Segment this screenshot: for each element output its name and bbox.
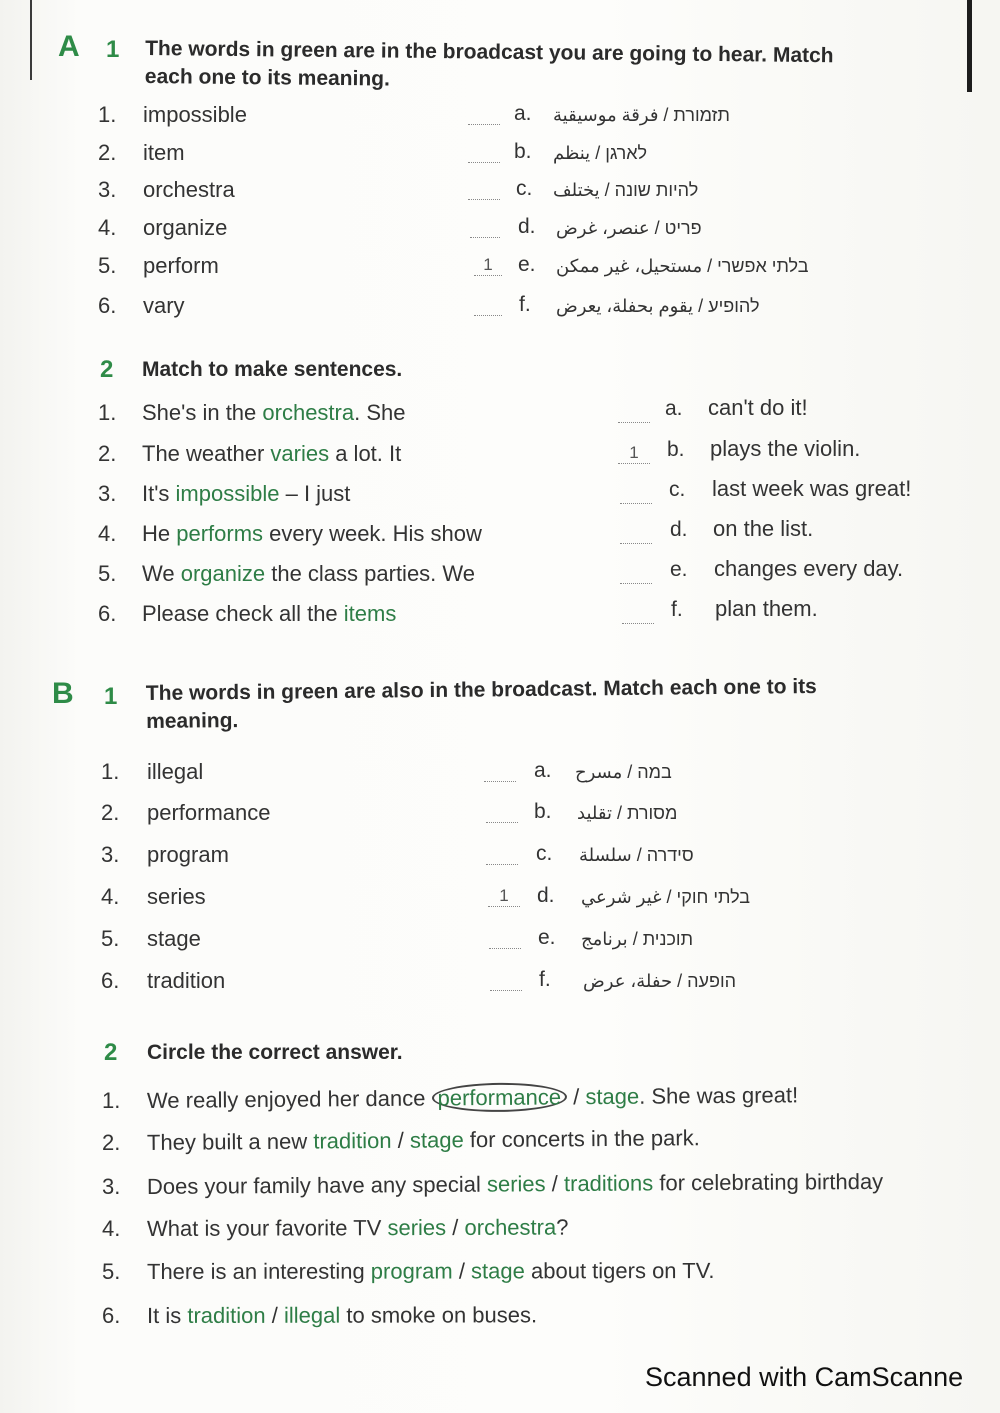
a1-meaning-letter: b.	[514, 140, 532, 163]
a2-answer-blank[interactable]: 1	[618, 443, 650, 464]
a2-ending-letter: f.	[671, 598, 683, 621]
a2-answer-blank[interactable]	[618, 402, 650, 423]
section-b-q2-number: 2	[104, 1039, 118, 1066]
a2-ending-text: on the list.	[713, 516, 814, 541]
b2-sentence	[147, 1169, 883, 1200]
b1-item-word: performance	[147, 800, 271, 825]
b2-option-2[interactable]: traditions	[563, 1170, 654, 1197]
b1-answer-blank[interactable]	[489, 928, 521, 949]
a2-ending-letter: a.	[665, 397, 683, 420]
page-edge-left	[30, 0, 32, 80]
a2-sentence-pre: We	[142, 561, 181, 586]
b2-item-number: 4.	[102, 1216, 121, 1241]
b1-item-number: 2.	[101, 800, 120, 825]
section-b-letter: B	[52, 677, 74, 710]
a2-item-number: 5.	[98, 561, 117, 586]
section-a-q2-number: 2	[100, 356, 114, 383]
a2-answer-blank[interactable]	[622, 603, 654, 624]
b1-meaning-text: מסורת / تقليد	[577, 803, 678, 823]
b1-item-number: 6.	[101, 968, 120, 993]
a1-meaning-letter: c.	[516, 177, 533, 200]
a2-sentence-green-word: varies	[270, 441, 330, 466]
a2-ending-letter: d.	[670, 518, 688, 541]
b1-answer-blank[interactable]: 1	[488, 886, 520, 907]
a2-sentence-post: every week. His show	[263, 521, 482, 546]
b1-item-number: 4.	[101, 884, 120, 909]
section-b-q1-instruction: The words in green are also in the broadcast. Match each one to its meaning.	[145, 674, 817, 733]
section-a-q2-instruction: Match to make sentences.	[142, 358, 403, 381]
section-a-letter: A	[58, 30, 80, 63]
b2-sentence	[147, 1125, 700, 1156]
b1-meaning-letter: e.	[538, 926, 556, 949]
b1-meaning-text: הופעה / حفلة، عرض	[583, 971, 737, 991]
b2-sentence-post: for concerts in the park.	[463, 1125, 700, 1153]
b2-option-separator: /	[545, 1171, 565, 1197]
a2-sentence-start	[142, 441, 401, 467]
b1-meaning-letter: b.	[534, 800, 552, 823]
b1-item-word: program	[147, 842, 229, 867]
a1-meaning-text: להופיע / يقوم بحفلة، يعرض	[556, 296, 760, 316]
a1-answer-blank[interactable]	[468, 179, 500, 200]
b2-option-1[interactable]: tradition	[187, 1302, 266, 1328]
scanner-watermark: Scanned with CamScanne	[645, 1362, 964, 1392]
b2-item-number: 1.	[102, 1088, 121, 1113]
a2-item-number: 1.	[98, 400, 117, 425]
a1-meaning-text: בלתי אפשרי / مستحيل، غير ممكن	[556, 256, 809, 276]
a2-sentence-post: the class parties. We	[265, 561, 476, 586]
a2-sentence-green-word: orchestra	[262, 400, 355, 425]
a2-sentence-green-word: items	[343, 601, 397, 626]
a2-sentence-pre: She's in the	[142, 400, 263, 425]
a1-meaning-letter: f.	[519, 293, 531, 316]
b2-sentence	[147, 1215, 569, 1242]
b2-option-separator: /	[265, 1302, 284, 1328]
b2-option-separator: /	[446, 1214, 465, 1240]
b2-item-number: 2.	[102, 1130, 121, 1155]
a2-ending-letter: e.	[670, 558, 688, 581]
a2-sentence-pre: He	[142, 521, 177, 546]
b1-answer-blank[interactable]	[490, 970, 522, 991]
b2-sentence-post: about tigers on TV.	[524, 1258, 715, 1284]
b1-meaning-text: סידרה / سلسلة	[579, 845, 694, 865]
a1-meaning-text: לארגן / ينظم	[553, 143, 648, 163]
b1-item-word: tradition	[147, 968, 226, 993]
b1-meaning-text: במה / مسرح	[575, 762, 672, 782]
b2-sentence-post: to smoke on buses.	[340, 1302, 538, 1328]
b2-sentence-pre: There is an interesting	[146, 1258, 371, 1284]
a1-meaning-letter: a.	[514, 102, 532, 125]
a2-sentence-start	[142, 400, 405, 426]
b2-option-1[interactable]: tradition	[313, 1127, 392, 1154]
a1-item-number: 1.	[98, 102, 117, 127]
a2-ending-letter: c.	[669, 478, 686, 501]
a2-answer-blank[interactable]	[620, 563, 652, 584]
section-b-q1-number: 1	[104, 683, 118, 710]
a1-item-number: 2.	[98, 140, 117, 165]
b1-meaning-letter: f.	[539, 968, 551, 991]
b1-meaning-text: בלתי חוקי / غير شرعي	[581, 887, 751, 907]
a2-ending-text: last week was great!	[712, 476, 912, 501]
a1-item-word: item	[143, 140, 185, 165]
b2-option-2[interactable]: stage	[409, 1127, 464, 1153]
a2-sentence-green-word: organize	[180, 561, 266, 586]
b2-sentence-post: ?	[556, 1214, 569, 1240]
a1-item-number: 3.	[98, 177, 117, 202]
b2-sentence-post: for celebrating birthday	[653, 1168, 884, 1196]
a1-item-number: 6.	[98, 293, 117, 318]
b1-item-number: 1.	[101, 759, 120, 784]
a2-ending-text: plays the violin.	[710, 436, 861, 461]
a2-sentence-post: a lot. It	[329, 441, 402, 466]
a1-meaning-letter: e.	[518, 253, 536, 276]
b1-answer-blank[interactable]	[484, 761, 516, 782]
a2-ending-text: can't do it!	[708, 395, 808, 420]
b1-answer-blank[interactable]	[486, 802, 518, 823]
b2-option-2[interactable]: orchestra	[464, 1214, 557, 1240]
b2-sentence-pre: We really enjoyed her dance	[146, 1085, 432, 1113]
page-edge-right	[967, 0, 972, 92]
a2-item-number: 6.	[98, 601, 117, 626]
a1-item-word: orchestra	[143, 177, 235, 202]
a1-answer-blank[interactable]	[468, 142, 500, 163]
a1-meaning-text: פריט / عنصر، غرض	[556, 218, 702, 238]
a2-answer-blank[interactable]	[620, 483, 652, 504]
a2-sentence-start	[142, 481, 350, 507]
b1-item-word: stage	[147, 926, 201, 951]
b1-meaning-letter: c.	[536, 842, 553, 865]
b2-option-1[interactable]: series	[387, 1214, 447, 1241]
b2-sentence-pre: They built a new	[146, 1128, 314, 1155]
a2-item-number: 3.	[98, 481, 117, 506]
section-a-q1-instruction: The words in green are in the broadcast you are going to hear. Match each one to its meaning.	[144, 37, 834, 91]
a1-meaning-text: להיות שונה / يختلف	[553, 180, 699, 200]
a2-sentence-green-word: impossible	[175, 481, 280, 506]
a2-sentence-pre: It's	[142, 481, 176, 506]
b1-item-word: illegal	[147, 759, 204, 784]
a2-sentence-start	[142, 561, 475, 587]
a2-sentence-start	[142, 601, 396, 627]
b2-sentence-post: . She was great!	[639, 1082, 799, 1109]
b2-item-number: 5.	[102, 1259, 121, 1284]
a1-meaning-text: תזמורת / فرقة موسيقية	[553, 105, 730, 125]
a1-item-word: organize	[143, 215, 228, 240]
a1-answer-blank[interactable]	[468, 104, 500, 125]
a2-ending-text: plan them.	[715, 596, 818, 621]
b2-item-number: 6.	[102, 1303, 121, 1328]
a1-item-word: perform	[143, 253, 219, 278]
a1-answer-blank[interactable]	[470, 217, 500, 238]
b2-item-number: 3.	[102, 1174, 121, 1199]
a2-ending-text: changes every day.	[714, 556, 904, 581]
b1-item-number: 3.	[101, 842, 120, 867]
a1-item-number: 5.	[98, 253, 117, 278]
a2-sentence-pre: The weather	[142, 441, 271, 466]
a2-sentence-post: . She	[354, 400, 406, 425]
b2-option-1[interactable]: program	[370, 1258, 453, 1284]
b2-sentence	[147, 1302, 537, 1329]
b2-sentence-pre: It is	[146, 1302, 188, 1328]
b1-item-word: series	[147, 884, 206, 909]
b1-meaning-letter: a.	[534, 759, 552, 782]
section-a-q1-number: 1	[106, 36, 120, 63]
b2-option-2[interactable]: illegal	[283, 1302, 341, 1328]
b2-option-2[interactable]: stage	[471, 1258, 525, 1284]
b1-item-number: 5.	[101, 926, 120, 951]
a1-answer-blank[interactable]	[474, 295, 502, 316]
a2-sentence-green-word: performs	[176, 521, 264, 546]
b2-sentence-pre: Does your family have any special	[146, 1171, 488, 1199]
a2-item-number: 2.	[98, 441, 117, 466]
a1-item-number: 4.	[98, 215, 117, 240]
a2-item-number: 4.	[98, 521, 117, 546]
a1-answer-blank[interactable]: 1	[474, 255, 502, 276]
a1-item-word: impossible	[143, 102, 247, 127]
b2-option-1[interactable]: performance	[431, 1082, 567, 1112]
b2-option-separator: /	[391, 1127, 411, 1153]
a1-item-word: vary	[143, 293, 185, 318]
b1-meaning-letter: d.	[537, 884, 555, 907]
b2-option-separator: /	[452, 1258, 472, 1284]
a2-sentence-start	[142, 521, 482, 547]
a2-answer-blank[interactable]	[620, 523, 652, 544]
b1-answer-blank[interactable]	[486, 844, 518, 865]
section-b-q2-instruction: Circle the correct answer.	[147, 1041, 403, 1064]
b2-sentence	[147, 1258, 714, 1285]
a2-sentence-post: – I just	[279, 481, 351, 506]
a2-sentence-pre: Please check all the	[142, 601, 344, 626]
b2-option-separator: /	[566, 1084, 586, 1110]
a1-meaning-letter: d.	[518, 215, 536, 238]
b2-option-2[interactable]: stage	[585, 1083, 640, 1110]
b1-meaning-text: תוכנית / برنامج	[581, 929, 694, 949]
b2-option-1[interactable]: series	[486, 1171, 546, 1197]
b2-sentence-pre: What is your favorite TV	[146, 1215, 388, 1241]
a2-ending-letter: b.	[667, 438, 685, 461]
